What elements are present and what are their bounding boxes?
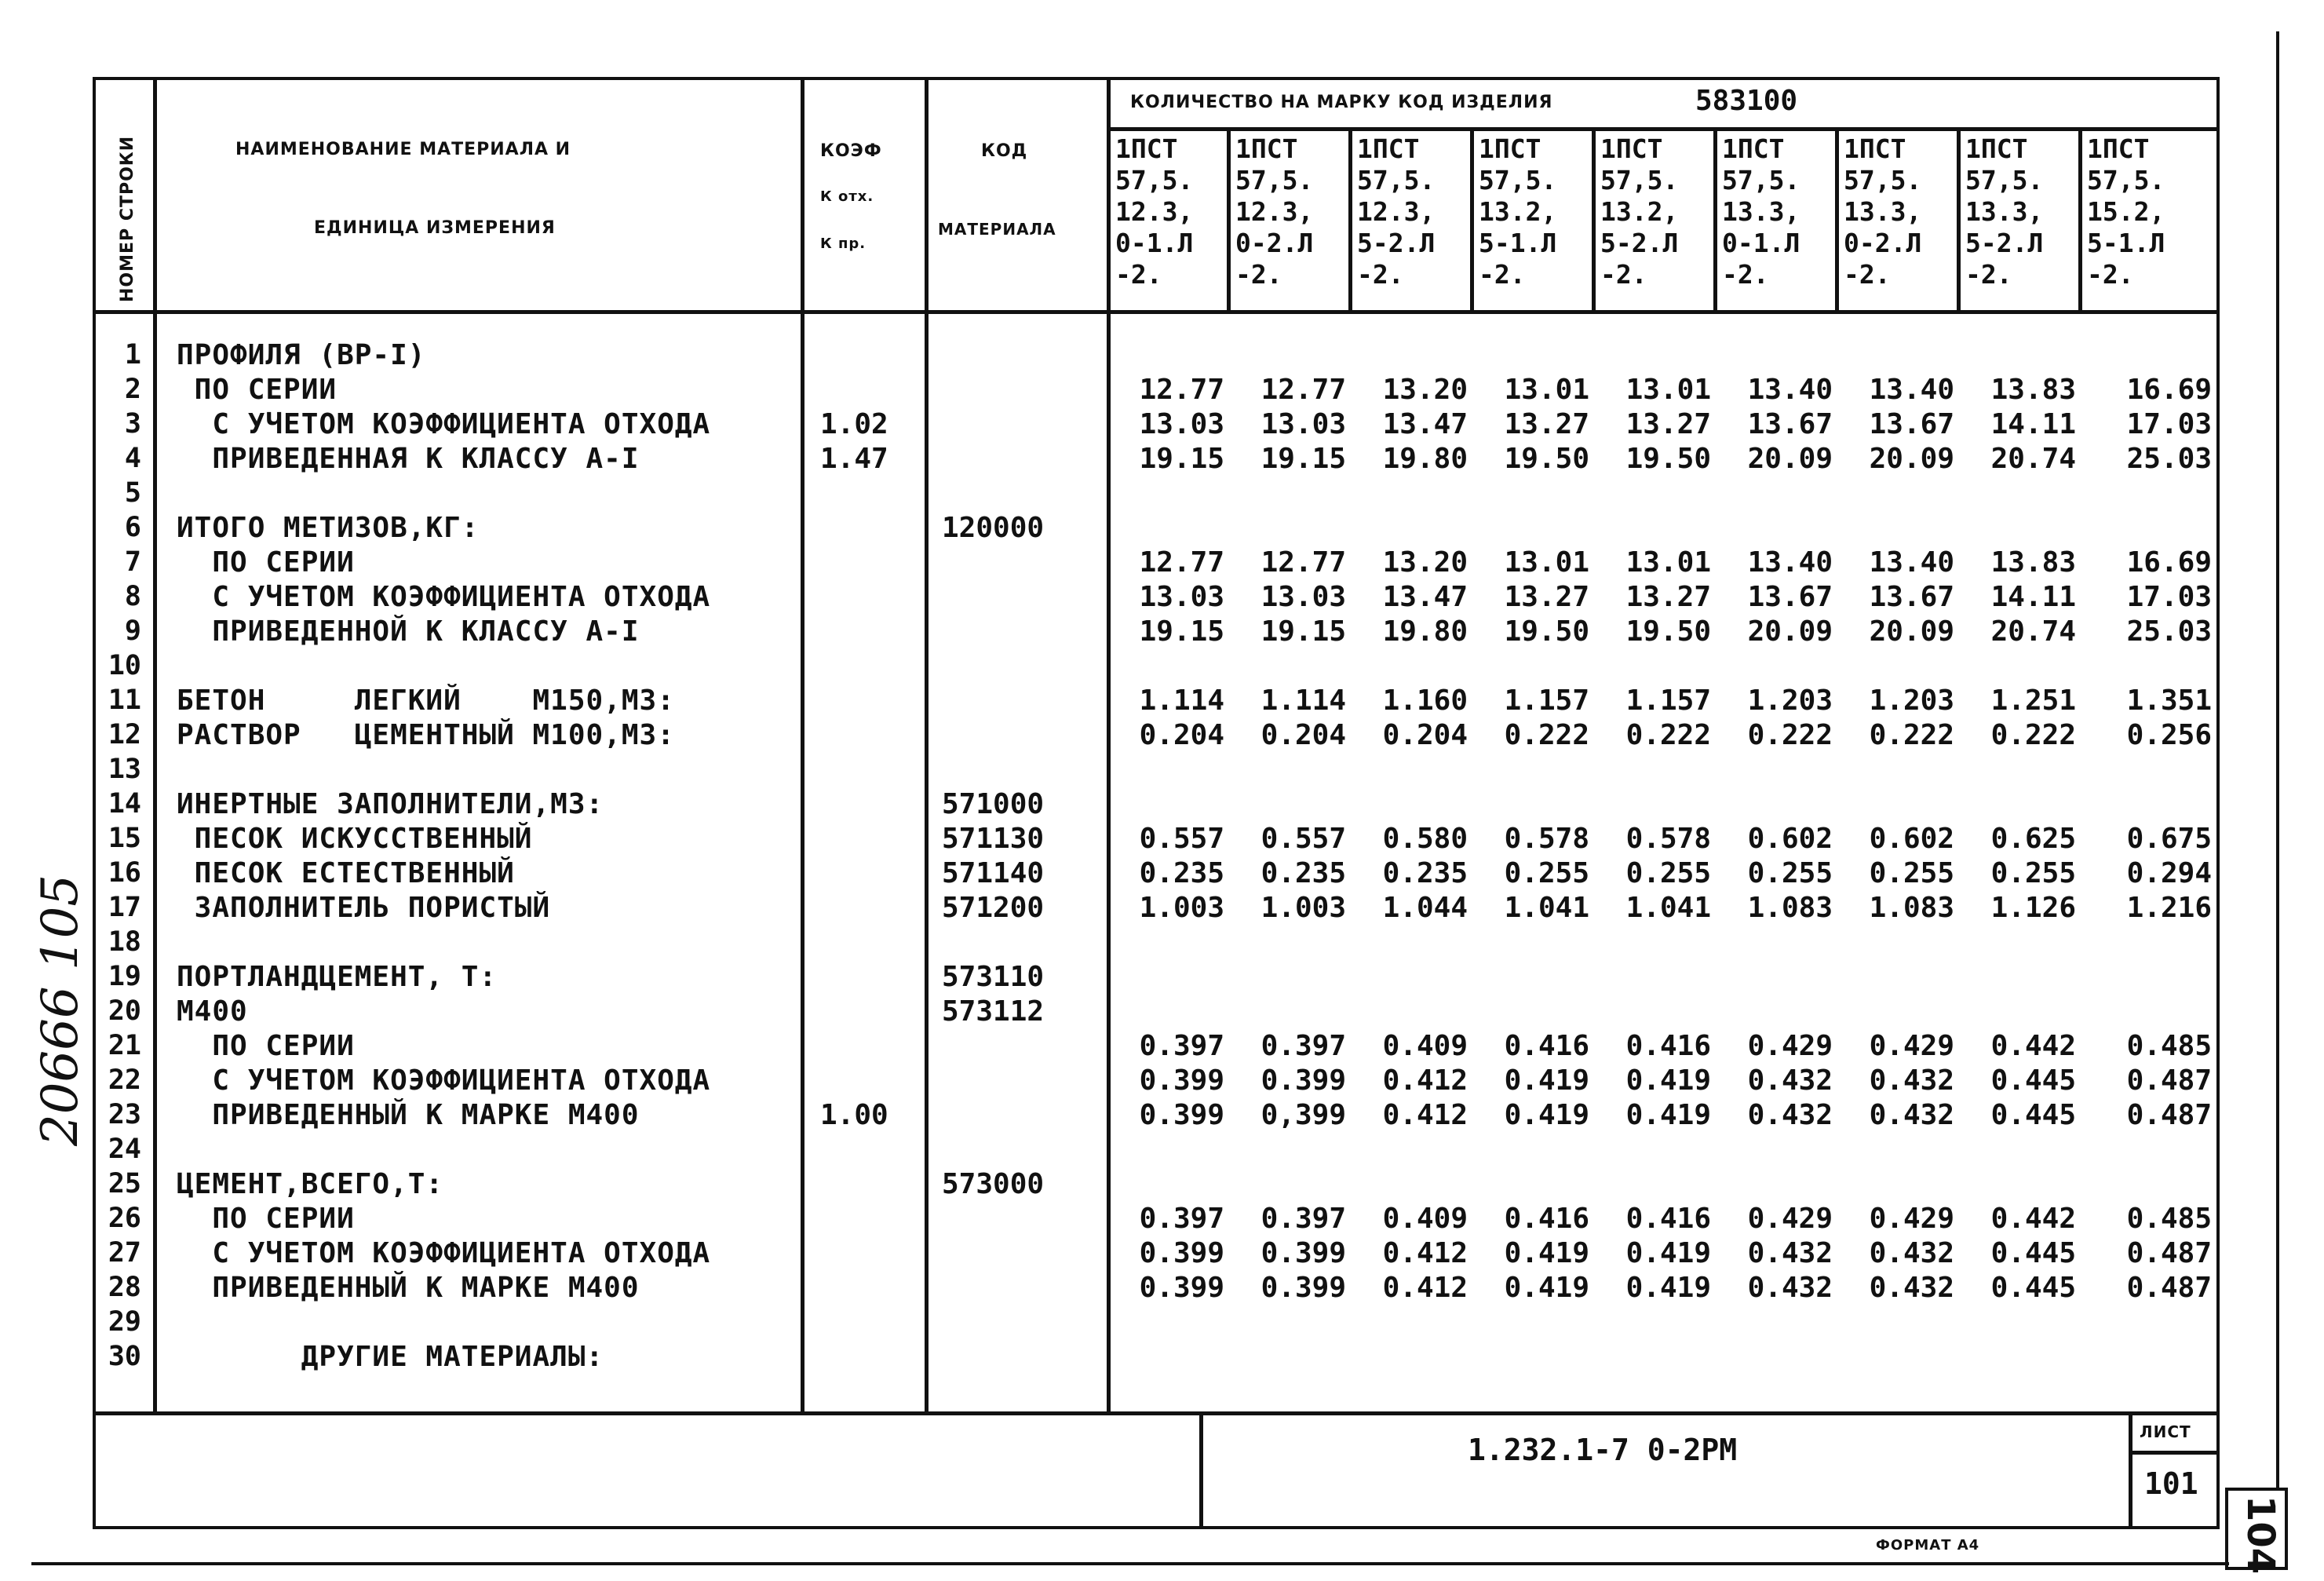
sheet-label: ЛИСТ — [2140, 1422, 2191, 1441]
footer-divider — [1199, 1411, 1203, 1529]
product-column-header: 1ПСТ 57,5. 13.2, 5-1.Л -2. — [1479, 133, 1557, 290]
quantity-value: 19.50 — [1625, 443, 1711, 475]
quantity-value: 0.416 — [1625, 1030, 1711, 1062]
quantity-value: 1.203 — [1747, 685, 1833, 717]
quantity-value: 13.27 — [1625, 581, 1711, 613]
quantity-value: 0.580 — [1382, 823, 1468, 855]
product-column-header: 1ПСТ 57,5. 13.3, 0-2.Л -2. — [1844, 133, 1922, 290]
quantity-value: 0.222 — [1990, 719, 2076, 751]
quantity-value: 1.083 — [1747, 892, 1833, 924]
material-name: ПЕСОК ИСКУССТВЕННЫЙ — [177, 823, 533, 855]
material-name: ПО СЕРИИ — [177, 374, 337, 406]
quantity-value: 0.432 — [1747, 1099, 1833, 1131]
quantity-value: 0.429 — [1869, 1030, 1954, 1062]
product-code: 583100 — [1695, 85, 1798, 117]
qty-col-line — [1227, 127, 1231, 312]
product-column-header: 1ПСТ 57,5. 12.3, 0-1.Л -2. — [1115, 133, 1194, 290]
quantity-value: 0.412 — [1382, 1272, 1468, 1304]
material-name: С УЧЕТОМ КОЭФФИЦИЕНТА ОТХОДА — [177, 408, 711, 440]
material-name: ПЕСОК ЕСТЕСТВЕННЫЙ — [177, 857, 515, 889]
quantity-value: 0.399 — [1139, 1272, 1224, 1304]
quantity-value: 0.487 — [2126, 1237, 2212, 1269]
quantity-value: 0.487 — [2126, 1272, 2212, 1304]
quantity-value: 20.09 — [1869, 443, 1954, 475]
row-number: 26 — [108, 1203, 141, 1234]
quantity-value: 19.15 — [1139, 443, 1224, 475]
quantity-value: 0.294 — [2126, 857, 2212, 889]
quantity-value: 12.77 — [1139, 374, 1224, 406]
quantity-value: 20.74 — [1990, 443, 2076, 475]
row-number: 18 — [108, 926, 141, 958]
quantity-value: 0.487 — [2126, 1099, 2212, 1131]
material-code: 571140 — [942, 857, 1045, 889]
row-number: 21 — [108, 1030, 141, 1061]
quantity-value: 1.126 — [1990, 892, 2076, 924]
qty-col-line — [1957, 127, 1961, 312]
quantity-value: 0.432 — [1869, 1064, 1954, 1097]
quantity-value: 0.432 — [1869, 1237, 1954, 1269]
qty-col-line — [2078, 127, 2082, 312]
quantity-value: 0.625 — [1990, 823, 2076, 855]
code-header-2: МАТЕРИАЛА — [938, 220, 1056, 239]
quantity-value: 0.412 — [1382, 1099, 1468, 1131]
quantity-value: 0.222 — [1869, 719, 1954, 751]
row-number: 9 — [124, 615, 141, 647]
quantity-value: 0.255 — [1625, 857, 1711, 889]
row-number: 6 — [124, 512, 141, 543]
quantity-value: 0.432 — [1747, 1237, 1833, 1269]
quantity-value: 13.83 — [1990, 546, 2076, 579]
header-bottom-line — [93, 310, 2220, 314]
quantity-value: 0.419 — [1625, 1272, 1711, 1304]
quantity-value: 12.77 — [1139, 546, 1224, 579]
sheet-box-left — [2129, 1411, 2132, 1529]
quantity-value: 0.399 — [1261, 1272, 1346, 1304]
material-name: РАСТВОР ЦЕМЕНТНЫЙ М100,М3: — [177, 719, 675, 751]
quantity-value: 0.416 — [1625, 1203, 1711, 1235]
quantity-value: 0.419 — [1504, 1099, 1589, 1131]
quantity-value: 13.67 — [1869, 408, 1954, 440]
name-header-line-1: НАИМЕНОВАНИЕ МАТЕРИАЛА И — [235, 140, 571, 159]
material-code: 571200 — [942, 892, 1045, 924]
quantity-value: 0.442 — [1990, 1203, 2076, 1235]
quantity-value: 0.578 — [1504, 823, 1589, 855]
quantity-value: 0,399 — [1261, 1099, 1346, 1131]
quantity-value: 20.74 — [1990, 615, 2076, 648]
koef-header-3: К пр. — [820, 236, 866, 252]
quantity-value: 13.03 — [1261, 581, 1346, 613]
product-column-header: 1ПСТ 57,5. 13.3, 0-1.Л -2. — [1722, 133, 1800, 290]
quantity-value: 13.40 — [1747, 546, 1833, 579]
quantity-value: 0.432 — [1869, 1099, 1954, 1131]
quantity-value: 20.09 — [1747, 443, 1833, 475]
material-name: ПО СЕРИИ — [177, 1203, 355, 1235]
quantity-value: 1.114 — [1139, 685, 1224, 717]
quantity-value: 1.003 — [1139, 892, 1224, 924]
quantity-value: 13.01 — [1625, 374, 1711, 406]
material-name: М400 — [177, 995, 248, 1028]
product-column-header: 1ПСТ 57,5. 13.2, 5-2.Л -2. — [1600, 133, 1679, 290]
quantity-value: 0.432 — [1869, 1272, 1954, 1304]
qty-col-line — [1835, 127, 1839, 312]
quantity-value: 12.77 — [1261, 546, 1346, 579]
quantity-value: 13.40 — [1869, 374, 1954, 406]
quantity-value: 13.67 — [1747, 408, 1833, 440]
quantity-value: 0.222 — [1504, 719, 1589, 751]
quantity-value: 19.15 — [1261, 615, 1346, 648]
row-number: 17 — [108, 892, 141, 923]
quantity-value: 0.399 — [1261, 1237, 1346, 1269]
sheet-box-mid — [2129, 1451, 2220, 1455]
quantity-value: 0.445 — [1990, 1064, 2076, 1097]
material-name: ПРИВЕДЕННОЙ К КЛАССУ А-I — [177, 615, 640, 648]
row-number: 22 — [108, 1064, 141, 1096]
quantity-value: 19.15 — [1139, 615, 1224, 648]
quantity-value: 13.47 — [1382, 408, 1468, 440]
quantity-value: 13.03 — [1139, 408, 1224, 440]
quantity-value: 13.27 — [1504, 581, 1589, 613]
side-page-number: 104 — [2238, 1495, 2282, 1575]
quantity-value: 0.397 — [1261, 1203, 1346, 1235]
material-name: ДРУГИЕ МАТЕРИАЛЫ: — [177, 1341, 604, 1373]
quantity-value: 25.03 — [2126, 443, 2212, 475]
footer-top-line — [93, 1411, 2220, 1415]
material-name: ЗАПОЛНИТЕЛЬ ПОРИСТЫЙ — [177, 892, 551, 924]
material-name: ПО СЕРИИ — [177, 546, 355, 579]
quantity-value: 0.557 — [1261, 823, 1346, 855]
row-number: 27 — [108, 1237, 141, 1269]
quantity-value: 0.602 — [1747, 823, 1833, 855]
quantity-value: 14.11 — [1990, 581, 2076, 613]
material-name: ИТОГО МЕТИЗОВ,КГ: — [177, 512, 480, 544]
material-name: ПРИВЕДЕННЫЙ К МАРКЕ М400 — [177, 1272, 640, 1304]
quantity-value: 0.204 — [1261, 719, 1346, 751]
quantity-value: 13.67 — [1869, 581, 1954, 613]
quantity-value: 0.578 — [1625, 823, 1711, 855]
quantity-value: 0.602 — [1869, 823, 1954, 855]
quantity-value: 13.01 — [1625, 546, 1711, 579]
qty-col-line — [1348, 127, 1352, 312]
row-number: 15 — [108, 823, 141, 854]
product-column-header: 1ПСТ 57,5. 12.3, 5-2.Л -2. — [1357, 133, 1436, 290]
quantity-value: 19.15 — [1261, 443, 1346, 475]
quantity-value: 0.397 — [1261, 1030, 1346, 1062]
quantity-value: 0.419 — [1504, 1064, 1589, 1097]
col-line-2 — [801, 77, 804, 1411]
material-name: ПРИВЕДЕННЫЙ К МАРКЕ М400 — [177, 1099, 640, 1131]
quantity-value: 0.255 — [1990, 857, 2076, 889]
material-name: ЦЕМЕНТ,ВСЕГО,Т: — [177, 1168, 444, 1200]
quantity-value: 0.399 — [1261, 1064, 1346, 1097]
quantity-value: 1.216 — [2126, 892, 2212, 924]
quantity-value: 1.041 — [1625, 892, 1711, 924]
material-name: ПО СЕРИИ — [177, 1030, 355, 1062]
product-column-header: 1ПСТ 57,5. 12.3, 0-2.Л -2. — [1235, 133, 1314, 290]
quantity-value: 17.03 — [2126, 581, 2212, 613]
quantity-value: 0.256 — [2126, 719, 2212, 751]
qty-header-line — [1107, 127, 2220, 131]
quantity-value: 1.157 — [1625, 685, 1711, 717]
coefficient: 1.02 — [820, 408, 888, 440]
quantity-value: 17.03 — [2126, 408, 2212, 440]
row-number: 10 — [108, 650, 141, 681]
quantity-value: 1.114 — [1261, 685, 1346, 717]
quantity-value: 0.409 — [1382, 1203, 1468, 1235]
sheet-number: 101 — [2144, 1466, 2198, 1501]
quantity-value: 0.222 — [1625, 719, 1711, 751]
qty-header: КОЛИЧЕСТВО НА МАРКУ КОД ИЗДЕЛИЯ — [1130, 93, 1553, 112]
quantity-value: 0.445 — [1990, 1272, 2076, 1304]
row-number: 19 — [108, 961, 141, 992]
quantity-value: 1.160 — [1382, 685, 1468, 717]
quantity-value: 1.251 — [1990, 685, 2076, 717]
row-number: 12 — [108, 719, 141, 750]
quantity-value: 1.041 — [1504, 892, 1589, 924]
code-header-1: КОД — [981, 141, 1028, 161]
koef-header-1: КОЭФ — [820, 141, 882, 161]
row-number: 29 — [108, 1306, 141, 1338]
quantity-value: 0.397 — [1139, 1203, 1224, 1235]
right-margin-line — [2276, 31, 2279, 1488]
quantity-value: 12.77 — [1261, 374, 1346, 406]
material-code: 120000 — [942, 512, 1045, 544]
row-number: 14 — [108, 788, 141, 820]
qty-col-line — [1470, 127, 1474, 312]
quantity-value: 0.432 — [1747, 1272, 1833, 1304]
quantity-value: 16.69 — [2126, 546, 2212, 579]
quantity-value: 0.255 — [1747, 857, 1833, 889]
quantity-value: 19.80 — [1382, 615, 1468, 648]
quantity-value: 0.445 — [1990, 1099, 2076, 1131]
row-number: 25 — [108, 1168, 141, 1199]
row-number: 13 — [108, 754, 141, 785]
row-number: 30 — [108, 1341, 141, 1372]
material-name: С УЧЕТОМ КОЭФФИЦИЕНТА ОТХОДА — [177, 1064, 711, 1097]
quantity-value: 13.27 — [1504, 408, 1589, 440]
quantity-value: 0.235 — [1139, 857, 1224, 889]
material-code: 573000 — [942, 1168, 1045, 1200]
quantity-value: 13.03 — [1139, 581, 1224, 613]
material-name: ИНЕРТНЫЕ ЗАПОЛНИТЕЛИ,М3: — [177, 788, 604, 820]
quantity-value: 0.235 — [1261, 857, 1346, 889]
qty-col-line — [1592, 127, 1596, 312]
row-number: 1 — [124, 339, 141, 371]
format-label: ФОРМАТ А4 — [1876, 1537, 1980, 1554]
material-code: 573112 — [942, 995, 1045, 1028]
quantity-value: 0.445 — [1990, 1237, 2076, 1269]
quantity-value: 0.419 — [1625, 1237, 1711, 1269]
quantity-value: 0.429 — [1747, 1030, 1833, 1062]
material-name: ПРОФИЛЯ (ВР-I) — [177, 339, 426, 371]
row-number: 16 — [108, 857, 141, 889]
quantity-value: 0.409 — [1382, 1030, 1468, 1062]
quantity-value: 0.416 — [1504, 1203, 1589, 1235]
quantity-value: 0.429 — [1869, 1203, 1954, 1235]
quantity-value: 0.432 — [1747, 1064, 1833, 1097]
material-name: БЕТОН ЛЕГКИЙ М150,М3: — [177, 685, 675, 717]
page-bottom-line — [31, 1562, 2229, 1565]
product-column-header: 1ПСТ 57,5. 13.3, 5-2.Л -2. — [1965, 133, 2044, 290]
row-number: 20 — [108, 995, 141, 1027]
row-number: 28 — [108, 1272, 141, 1303]
quantity-value: 14.11 — [1990, 408, 2076, 440]
koef-header-2: К отх. — [820, 188, 874, 205]
material-code: 571130 — [942, 823, 1045, 855]
quantity-value: 0.557 — [1139, 823, 1224, 855]
quantity-value: 20.09 — [1869, 615, 1954, 648]
quantity-value: 0.429 — [1747, 1203, 1833, 1235]
quantity-value: 0.412 — [1382, 1064, 1468, 1097]
quantity-value: 0.419 — [1625, 1064, 1711, 1097]
quantity-value: 1.003 — [1261, 892, 1346, 924]
col-line-1 — [153, 77, 157, 1411]
quantity-value: 13.67 — [1747, 581, 1833, 613]
quantity-value: 19.50 — [1625, 615, 1711, 648]
quantity-value: 19.50 — [1504, 615, 1589, 648]
name-header-line-2: ЕДИНИЦА ИЗМЕРЕНИЯ — [314, 218, 556, 238]
quantity-value: 1.044 — [1382, 892, 1468, 924]
product-column-header: 1ПСТ 57,5. 15.2, 5-1.Л -2. — [2087, 133, 2165, 290]
material-name: ПРИВЕДЕННАЯ К КЛАССУ А-I — [177, 443, 640, 475]
material-name: С УЧЕТОМ КОЭФФИЦИЕНТА ОТХОДА — [177, 1237, 711, 1269]
qty-col-line — [1713, 127, 1717, 312]
quantity-value: 0.399 — [1139, 1237, 1224, 1269]
quantity-value: 0.675 — [2126, 823, 2212, 855]
row-number: 4 — [124, 443, 141, 474]
row-number: 24 — [108, 1134, 141, 1165]
quantity-value: 13.01 — [1504, 374, 1589, 406]
quantity-value: 13.40 — [1747, 374, 1833, 406]
quantity-value: 0.419 — [1625, 1099, 1711, 1131]
quantity-value: 0.487 — [2126, 1064, 2212, 1097]
row-number: 7 — [124, 546, 141, 578]
quantity-value: 0.485 — [2126, 1203, 2212, 1235]
row-number: 5 — [124, 477, 141, 509]
material-code: 573110 — [942, 961, 1045, 993]
quantity-value: 0.235 — [1382, 857, 1468, 889]
material-code: 571000 — [942, 788, 1045, 820]
quantity-value: 0.399 — [1139, 1064, 1224, 1097]
material-name: ПОРТЛАНДЦЕМЕНТ, Т: — [177, 961, 498, 993]
quantity-value: 13.01 — [1504, 546, 1589, 579]
coefficient: 1.47 — [820, 443, 888, 475]
quantity-value: 13.83 — [1990, 374, 2076, 406]
quantity-value: 0.255 — [1869, 857, 1954, 889]
quantity-value: 0.416 — [1504, 1030, 1589, 1062]
material-name: С УЧЕТОМ КОЭФФИЦИЕНТА ОТХОДА — [177, 581, 711, 613]
quantity-value: 1.351 — [2126, 685, 2212, 717]
quantity-value: 0.204 — [1139, 719, 1224, 751]
quantity-value: 13.20 — [1382, 546, 1468, 579]
col-line-3 — [925, 77, 929, 1411]
quantity-value: 16.69 — [2126, 374, 2212, 406]
quantity-value: 1.083 — [1869, 892, 1954, 924]
row-number: 23 — [108, 1099, 141, 1130]
quantity-value: 0.412 — [1382, 1237, 1468, 1269]
quantity-value: 25.03 — [2126, 615, 2212, 648]
document-code: 1.232.1-7 0-2РМ — [1468, 1433, 1738, 1467]
quantity-value: 13.03 — [1261, 408, 1346, 440]
quantity-value: 0.419 — [1504, 1272, 1589, 1304]
quantity-value: 19.50 — [1504, 443, 1589, 475]
quantity-value: 20.09 — [1747, 615, 1833, 648]
quantity-value: 0.222 — [1747, 719, 1833, 751]
coefficient: 1.00 — [820, 1099, 888, 1131]
side-handwritten-number: 20666 105 — [31, 874, 89, 1146]
row-number: 8 — [124, 581, 141, 612]
quantity-value: 0.399 — [1139, 1099, 1224, 1131]
row-number: 11 — [108, 685, 141, 716]
quantity-value: 0.397 — [1139, 1030, 1224, 1062]
quantity-value: 13.27 — [1625, 408, 1711, 440]
row-number-header: НОМЕР СТРОКИ — [118, 135, 137, 302]
quantity-value: 0.204 — [1382, 719, 1468, 751]
quantity-value: 1.203 — [1869, 685, 1954, 717]
quantity-value: 1.157 — [1504, 685, 1589, 717]
quantity-value: 13.20 — [1382, 374, 1468, 406]
quantity-value: 0.485 — [2126, 1030, 2212, 1062]
quantity-value: 13.40 — [1869, 546, 1954, 579]
quantity-value: 13.47 — [1382, 581, 1468, 613]
row-number: 2 — [124, 374, 141, 405]
quantity-value: 0.255 — [1504, 857, 1589, 889]
quantity-value: 0.442 — [1990, 1030, 2076, 1062]
quantity-value: 0.419 — [1504, 1237, 1589, 1269]
quantity-value: 19.80 — [1382, 443, 1468, 475]
row-number: 3 — [124, 408, 141, 440]
